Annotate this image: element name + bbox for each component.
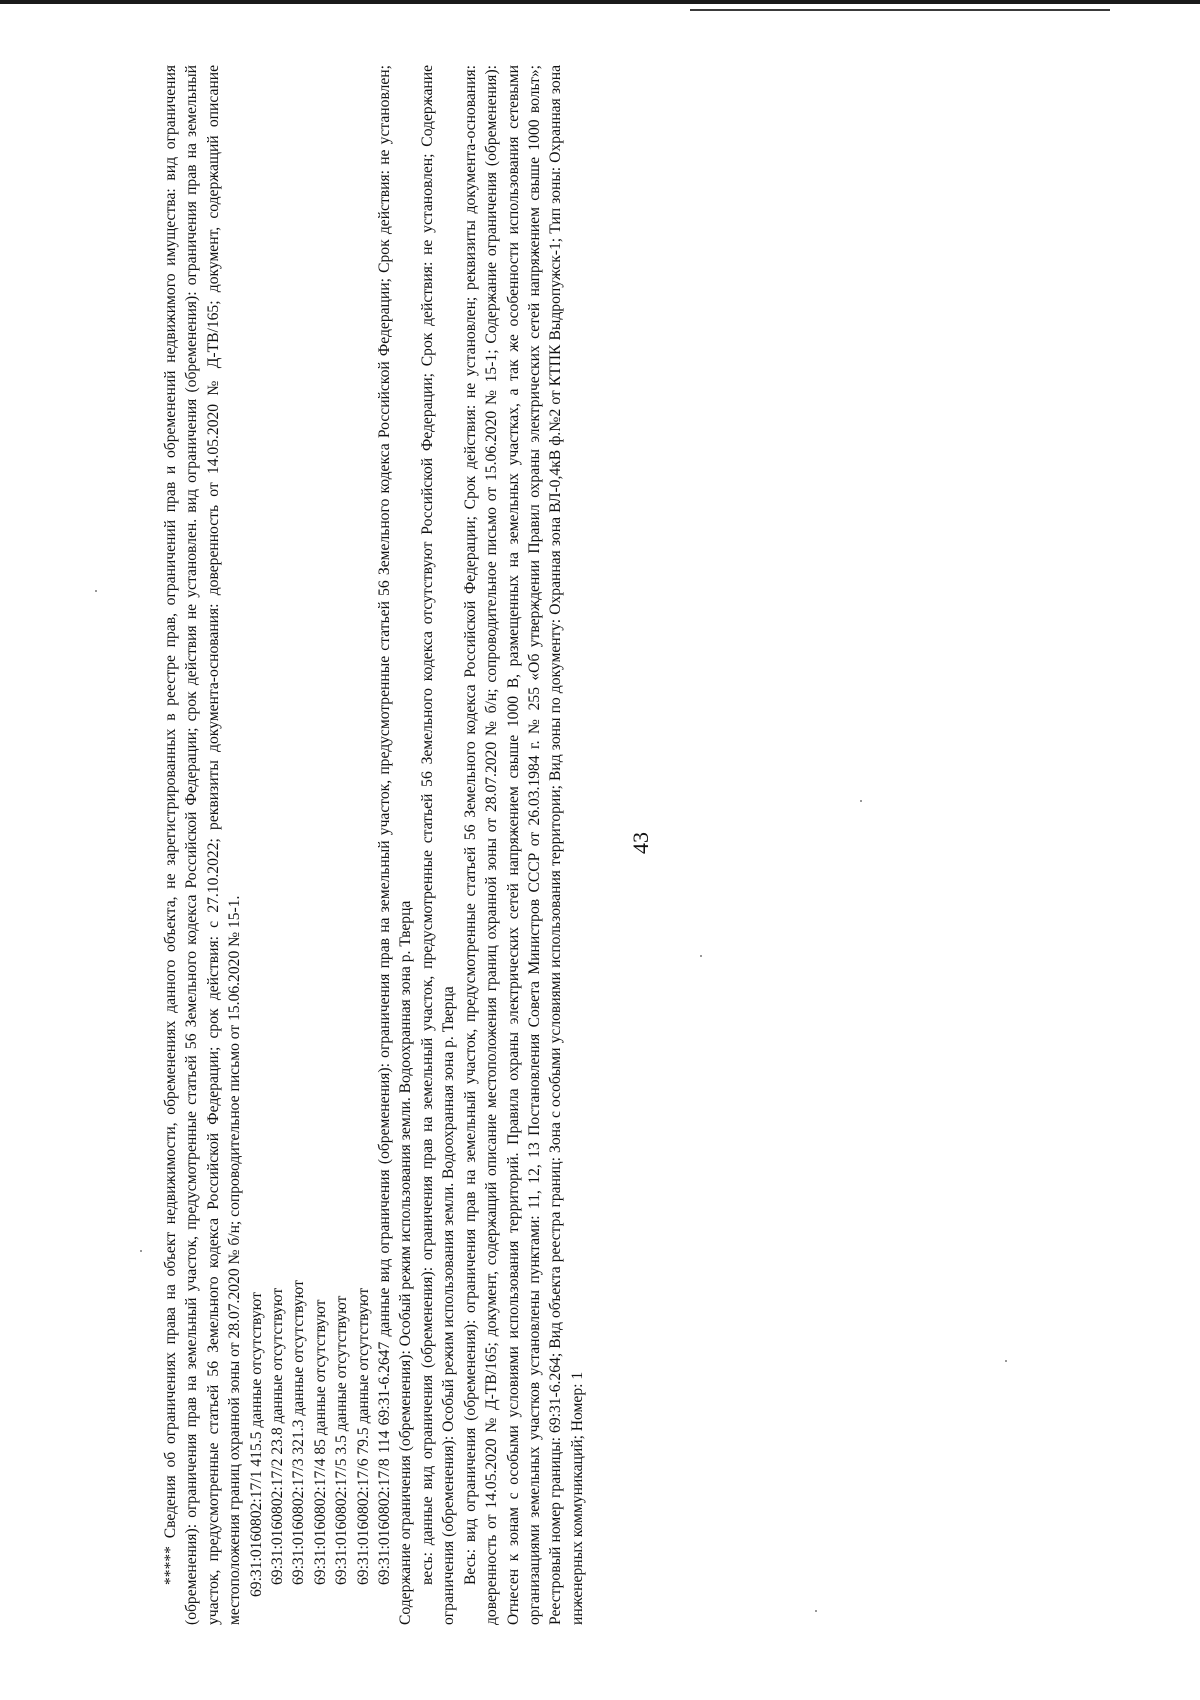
scan-speck (700, 955, 702, 957)
parcel-item: 69:31:0160802:17/2 23.8 данные отсутствуют (269, 1287, 287, 1585)
power-line-zone-paragraph: Весь: вид ограничения (обременения): ограничения прав на земельный участок, предусмотренные статьей 56 Земельного кодекса Российской Федерации; Срок действия: не установлен; реквизиты документа-основания: доверенность от 14.05.2020 № Д-ТВ/165; документ, содержащий описание местоположения границ охранной зоны от 28.07.2020 № б/н; сопроводительное письмо от 15.06.2020 № 15-1; Содержание ограничения (обременения): Отнесен к зонам с особыми условиями использования территорий. Правила охраны электрических сетей напряжением свыше 1000 В, размещенных на земельных участках, а так же особенности использования сетевыми организациями земельных участков установлены пунктами: 11, 12, 13 Постановления Совета Министров СССР от 26.03.1984 г. № 255 «Об утверждении Правил охраны электрических сетей напряжением свыше 1000 вольт»; Реестровый номер границы: 69:31-6.264; Вид объекта реестра границ: Зона с особыми условиями использования территории; Вид зоны по документу: Охранная зона ВЛ-0,4кВ ф.№2 от КТПК Выдропужск-1; Тип зоны: Охранная зона инженерных коммуникаций; Номер: 1 (461, 65, 586, 1625)
scan-top-edge (0, 0, 1200, 4)
scan-speck (1005, 1360, 1007, 1362)
parcel-list (246, 65, 374, 1625)
scan-speck (95, 590, 97, 592)
scan-speck (815, 1610, 817, 1612)
parcel-8-paragraph: 69:31:0160802:17/8 114 69:31-6.2647 данные вид ограничения (обременения): ограничения прав на земельный участок, предусмотренные статьей 56 Земельного кодекса Российской Федерации; Срок действия: не установлен; Содержание ограничения (обременения): Особый режим использования земли. Водоохранная зона р. Тверца (376, 65, 415, 1625)
page-number: 43 (628, 832, 653, 854)
parcel-item: 69:31:0160802:17/4 85 данные отсутствуют (311, 1299, 329, 1585)
scan-top-line (690, 9, 1110, 11)
parcel-item: 69:31:0160802:17/1 415.5 данные отсутствуют (247, 1292, 265, 1597)
parcel-item: 69:31:0160802:17/5 3.5 данные отсутствуют (333, 1295, 351, 1585)
whole-parcel-paragraph: весь: данные вид ограничения (обременения): ограничения прав на земельный участок, предусмотренные статьей 56 Земельного кодекса отсутствуют Российской Федерации; Срок действия: не установлен; Содержание ограничения (обременения): Особый режим использования земли. Водоохранная зона р. Тверца (418, 65, 458, 1625)
scan-speck (860, 800, 862, 802)
parcel-item: 69:31:0160802:17/6 79.5 данные отсутствуют (354, 1287, 372, 1585)
document-body (160, 65, 690, 1625)
restrictions-paragraph: ***** Сведения об ограничениях права на объект недвижимости, обременениях данного объекта, не зарегистрированных в реестре прав, ограничений прав и обременений недвижимого имущества: вид ограничения (обременения): ограничения прав на земельный участок, предусмотренные статьей 56 Земельного кодекса Российской Федерации; срок действия не установлен. вид ограничения (обременения): ограничения прав на земельный участок, предусмотренные статьей 56 Земельного кодекса Российской Федерации; срок действия: с 27.10.2022; реквизиты документа-основания: доверенность от 14.05.2020 № Д-ТВ/165; документ, содержащий описание местоположения границ охранной зоны от 28.07.2020 № б/н; сопроводительное письмо от 15.06.2020 № 15-1. (162, 65, 244, 1625)
scan-speck (140, 1250, 142, 1252)
parcel-item: 69:31:0160802:17/3 321.3 данные отсутствуют (290, 1280, 308, 1585)
